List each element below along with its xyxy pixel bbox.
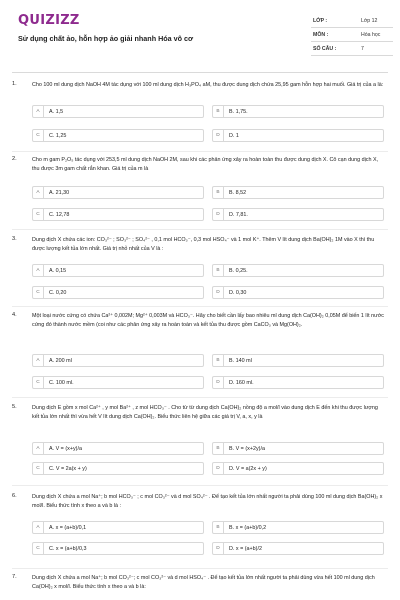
option-value: A. V = (x+y)/a [49,445,82,452]
option-a[interactable] [32,354,204,367]
option-a[interactable] [32,442,204,455]
option-letter: D [213,209,224,220]
option-letter: B [213,522,224,533]
option-a[interactable] [32,264,204,277]
option-letter: C [33,377,44,388]
option-c[interactable] [32,462,204,475]
option-letter: D [213,543,224,554]
option-b[interactable] [212,521,384,534]
question-number: 7. [12,574,17,580]
question-divider [12,397,388,398]
meta-value: Lớp 12 [361,17,378,24]
question-text: Dung dịch X chứa a mol Na⁺; b mol CO₃²⁻; c mol CO₃²⁻ và d mol HSO₄⁻ . Để tạo kết tủa lớn nhất người ta phải dùng vừa hết 100 ml dung dịch Ca(OH)₂ x mol/l. Biểu thức tính x theo a và b là: [32,575,375,590]
option-letter: B [213,265,224,276]
question-divider [12,306,388,307]
question-text: Dung dịch X chứa a mol Na⁺; b mol HCO₃⁻ ; c mol CO₃²⁻ và d mol SO₄²⁻ . Để tạo kết tủa lớn nhất người ta phải dùng 100 ml dung dịch Ba(OH)₂ x mol/l. Biểu thức tính x theo a và b là : [32,494,383,509]
option-a[interactable] [32,521,204,534]
option-value: A. 200 ml [49,357,72,364]
option-d[interactable] [212,208,384,221]
option-value: D. x = (a+b)/2 [229,545,262,552]
header-divider [12,72,388,73]
option-letter: D [213,287,224,298]
option-letter: D [213,130,224,141]
option-value: C. 0,20 [49,289,67,296]
question-text: Dung dịch E gồm x mol Ca²⁺ , y mol Ba²⁺ , z mol HCO₃⁻ . Cho từ từ dung dịch Ca(OH)₂ nồng độ a mol/l vào dung dịch E đến khi thu được lượng kết tủa lớn nhất thì vừa hết V lít dung dịch Ca(OH)₂. Biểu thức liên hệ giữa các giá trị V, a, x, y là [32,405,378,420]
meta-value: Hóa học [361,31,381,38]
option-letter: C [33,130,44,141]
option-b[interactable] [212,186,384,199]
option-letter: C [33,209,44,220]
option-value: D. V = a(2x + y) [229,465,267,472]
option-value: A. 0,15 [49,267,67,274]
option-d[interactable] [212,376,384,389]
option-letter: A [33,522,44,533]
meta-row-subject [311,28,393,42]
option-letter: A [33,106,44,117]
option-letter: B [213,187,224,198]
option-c[interactable] [32,208,204,221]
option-value: A. 21,30 [49,189,70,196]
question-text: Cho 100 ml dung dịch NaOH 4M tác dụng với 100 ml dung dịch H₃PO₄ aM, thu được dung dịch chứa 25,95 gam hỗn hợp hai muối. Giá trị của a là: [32,82,384,88]
option-letter: C [33,543,44,554]
question-divider [12,485,388,486]
question-number: 6. [12,493,17,499]
option-letter: A [33,355,44,366]
option-d[interactable] [212,286,384,299]
question-number: 3. [12,236,17,242]
option-value: B. 0,25. [229,267,248,274]
option-b[interactable] [212,442,384,455]
option-letter: A [33,265,44,276]
option-value: A. x = (a+b)/0,1 [49,524,87,531]
option-d[interactable] [212,542,384,555]
question-text: Cho m gam P₂O₅ tác dụng với 253,5 ml dung dịch NaOH 2M, sau khi các phản ứng xảy ra hoàn toàn thu được dung dịch X. Cô cạn dung dịch X, thu được 3m gam chất rắn khan. Giá trị của m là [32,157,379,172]
quizizz-logo: QUIZIZZ [18,13,80,28]
option-b[interactable] [212,354,384,367]
option-letter: B [213,106,224,117]
option-a[interactable] [32,186,204,199]
option-letter: D [213,377,224,388]
option-c[interactable] [32,542,204,555]
option-c[interactable] [32,129,204,142]
option-letter: B [213,443,224,454]
option-value: B. 140 ml [229,357,252,364]
option-letter: C [33,463,44,474]
option-d[interactable] [212,462,384,475]
question-text: Một loại nước cứng có chứa Ca²⁺ 0,002M; Mg²⁺ 0,003M và HCO₃⁻. Hãy cho biết cần lấy bao nhiêu ml dung dịch Ca(OH)₂ 0,05M để biến 1 lít nước cứng đó thành nước mềm (coi như các phản ứng xảy ra hoàn toàn và kết tủa thu được gồm CaCO₃ và Mg(OH)₂. [32,313,384,328]
option-a[interactable] [32,105,204,118]
meta-value: 7 [361,45,364,52]
question-divider [12,568,388,569]
option-value: C. 12,78 [49,211,70,218]
option-c[interactable] [32,376,204,389]
worksheet-title: Sử dụng chất ảo, hỗn hợp ảo giải nhanh Hóa vô cơ [18,34,194,43]
meta-row-count [311,42,393,56]
option-value: B. V = (x+2y)/a [229,445,265,452]
option-value: B. x = (a+b)/0,2 [229,524,267,531]
question-number: 5. [12,404,17,410]
option-value: C. x = (a+b)/0,3 [49,545,87,552]
meta-key: LỚP : [313,17,328,24]
option-c[interactable] [32,286,204,299]
option-value: B. 1,75. [229,108,248,115]
meta-key: SỐ CÂU : [313,45,337,52]
question-number: 4. [12,312,17,318]
option-value: D. 0,30 [229,289,247,296]
option-letter: A [33,187,44,198]
option-b[interactable] [212,264,384,277]
option-value: D. 1 [229,132,239,139]
option-value: C. V = 2a(x + y) [49,465,87,472]
option-value: C. 1,25 [49,132,67,139]
question-text: Dung dịch X chứa các ion: CO₃²⁻ ; SO₃²⁻ ; SO₄²⁻ , 0,1 mol HCO₃⁻, 0,3 mol HSO₄⁻ và 1 mol K⁺. Thêm V lít dung dịch Ba(OH)₂ 1M vào X thì thu được lượng kết tủa lớn nhất. Giá trị nhỏ nhất của V là : [32,237,375,252]
meta-key: MÔN : [313,31,329,38]
option-d[interactable] [212,129,384,142]
option-value: C. 100 ml. [49,379,74,386]
question-number: 2. [12,156,17,162]
option-letter: A [33,443,44,454]
question-number: 1. [12,81,17,87]
question-divider [12,229,388,230]
option-letter: D [213,463,224,474]
meta-table [311,14,393,56]
option-value: D. 160 ml. [229,379,254,386]
option-value: A. 1,5 [49,108,64,115]
option-letter: B [213,355,224,366]
question-divider [12,151,388,152]
option-letter: C [33,287,44,298]
option-value: B. 8,52 [229,189,247,196]
option-b[interactable] [212,105,384,118]
meta-row-class [311,14,393,28]
worksheet-header [0,0,400,72]
option-value: D. 7,81. [229,211,248,218]
